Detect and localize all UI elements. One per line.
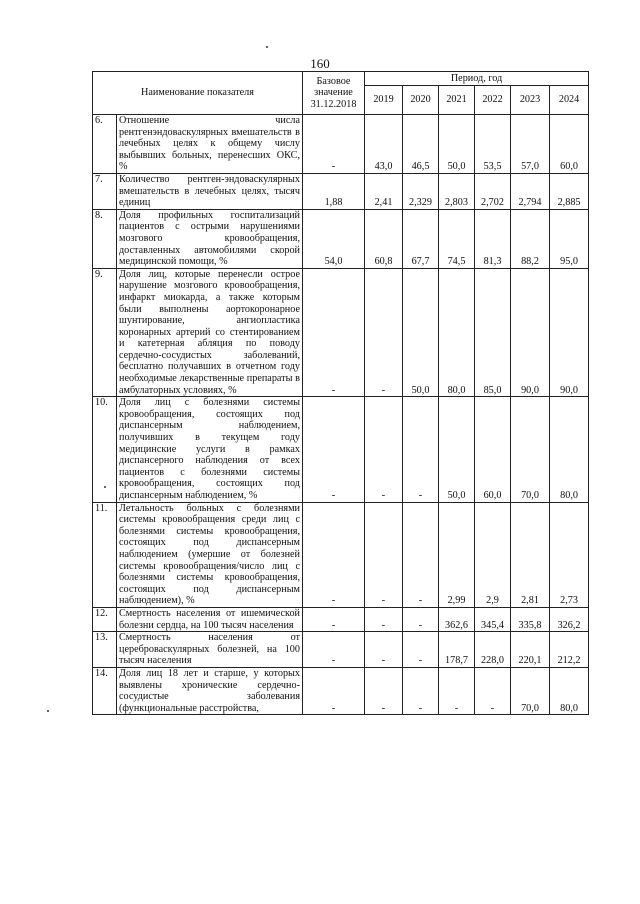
indicator-name: Летальность больных с болезнями системы кровообращения среди лиц с болезнями системы кровообращения, состоящих под диспансерным наблюдением (умершие от болезней системы кровообращения/число лиц с болезнями системы кровообращения, состоящих под диспансерным наблюдением), % <box>117 502 303 607</box>
year-value: 212,2 <box>550 632 589 668</box>
row-number: 9. <box>93 268 117 397</box>
year-value: 50,0 <box>403 268 439 397</box>
year-value: 2,73 <box>550 502 589 607</box>
year-value: - <box>365 607 403 631</box>
year-value: 60,0 <box>550 115 589 174</box>
year-value: 2,803 <box>439 173 475 209</box>
header-period: Период, год <box>365 72 589 86</box>
year-value: 74,5 <box>439 209 475 268</box>
year-value: - <box>365 632 403 668</box>
year-value: - <box>403 607 439 631</box>
table-row <box>93 115 589 174</box>
indicator-name: Количество рентген-эндоваскулярных вмешательств в лечебных целях, тысяч единиц <box>117 173 303 209</box>
scan-speck <box>47 710 49 712</box>
base-value: - <box>303 115 365 174</box>
indicator-name: Смертность населения от ишемической болезни сердца, на 100 тысяч населения <box>117 607 303 631</box>
table-row <box>93 502 589 607</box>
year-value: 80,0 <box>550 667 589 714</box>
table-body <box>93 115 589 715</box>
row-number: 13. <box>93 632 117 668</box>
year-value: 2,41 <box>365 173 403 209</box>
row-number: 8. <box>93 209 117 268</box>
year-value: - <box>365 268 403 397</box>
year-value: 60,8 <box>365 209 403 268</box>
year-value: 2,99 <box>439 502 475 607</box>
year-value: 81,3 <box>475 209 511 268</box>
year-value: - <box>365 397 403 502</box>
year-value: 80,0 <box>439 268 475 397</box>
indicator-name: Доля лиц 18 лет и старше, у которых выявлены хронические сердечно-сосудистые заболевания (функциональные расстройства, <box>117 667 303 714</box>
year-value: - <box>403 667 439 714</box>
year-value: 43,0 <box>365 115 403 174</box>
base-value: - <box>303 502 365 607</box>
year-value: 2,81 <box>511 502 550 607</box>
year-value: 90,0 <box>550 268 589 397</box>
year-value: 53,5 <box>475 115 511 174</box>
row-number: 10. <box>93 397 117 502</box>
year-value: 85,0 <box>475 268 511 397</box>
base-value: 1,88 <box>303 173 365 209</box>
base-value: - <box>303 268 365 397</box>
year-value: 67,7 <box>403 209 439 268</box>
year-value: 90,0 <box>511 268 550 397</box>
year-value: 2,702 <box>475 173 511 209</box>
year-value: 362,6 <box>439 607 475 631</box>
year-value: - <box>403 397 439 502</box>
indicator-name: Доля лиц, которые перенесли острое нарушение мозгового кровообращения, инфаркт миокарда, а также которым были выполнены аортокоронарное шунтирование, ангиопластика коронарных артерий со стентированием и катетерная абляция по поводу сердечно-сосудистых заболеваний, бесплатно получавших в отчетном году необходимые лекарственные препараты в амбулаторных условиях, % <box>117 268 303 397</box>
table-row <box>93 667 589 714</box>
year-value: 345,4 <box>475 607 511 631</box>
base-value: - <box>303 667 365 714</box>
row-number: 14. <box>93 667 117 714</box>
table-row <box>93 607 589 631</box>
row-number: 11. <box>93 502 117 607</box>
indicator-name: Отношение числа рентгенэндоваскулярных вмешательств в лечебных целях к общему числу выбывших больных, перенесших ОКС, % <box>117 115 303 174</box>
year-value: - <box>439 667 475 714</box>
base-value: 54,0 <box>303 209 365 268</box>
year-value: 326,2 <box>550 607 589 631</box>
year-value: - <box>365 667 403 714</box>
year-value: 220,1 <box>511 632 550 668</box>
indicators-table <box>92 71 589 715</box>
year-value: - <box>365 502 403 607</box>
year-value: 80,0 <box>550 397 589 502</box>
header-base-value: Базовое значение 31.12.2018 <box>303 72 365 115</box>
scan-speck <box>266 46 268 48</box>
year-value: 95,0 <box>550 209 589 268</box>
year-value: 2,329 <box>403 173 439 209</box>
row-number: 7. <box>93 173 117 209</box>
header-year: 2024 <box>550 86 589 115</box>
base-value: - <box>303 397 365 502</box>
year-value: - <box>403 632 439 668</box>
year-value: 57,0 <box>511 115 550 174</box>
table-row <box>93 397 589 502</box>
year-value: 70,0 <box>511 397 550 502</box>
indicator-name: Доля лиц с болезнями системы кровообращения, состоящих под диспансерным наблюдением, получивших в текущем году медицинские услуги в рамках диспансерного наблюдения от всех пациентов с болезнями системы кровообращения, состоящих под диспансерным наблюдением, % <box>117 397 303 502</box>
header-year: 2022 <box>475 86 511 115</box>
base-value: - <box>303 607 365 631</box>
header-year: 2020 <box>403 86 439 115</box>
year-value: 50,0 <box>439 115 475 174</box>
header-year: 2023 <box>511 86 550 115</box>
table-row <box>93 268 589 397</box>
table-row <box>93 209 589 268</box>
year-value: 50,0 <box>439 397 475 502</box>
year-value: 70,0 <box>511 667 550 714</box>
indicator-name: Смертность населения от цереброваскулярных болезней, на 100 тысяч населения <box>117 632 303 668</box>
year-value: 88,2 <box>511 209 550 268</box>
row-number: 12. <box>93 607 117 631</box>
year-value: 46,5 <box>403 115 439 174</box>
header-indicator-name: Наименование показателя <box>93 72 303 115</box>
year-value: 60,0 <box>475 397 511 502</box>
year-value: 178,7 <box>439 632 475 668</box>
page-number: 160 <box>310 56 330 71</box>
year-value: 2,794 <box>511 173 550 209</box>
header-year: 2021 <box>439 86 475 115</box>
year-value: - <box>403 502 439 607</box>
table-row <box>93 173 589 209</box>
year-value: 228,0 <box>475 632 511 668</box>
base-value: - <box>303 632 365 668</box>
table-row <box>93 632 589 668</box>
row-number: 6. <box>93 115 117 174</box>
year-value: - <box>475 667 511 714</box>
header-year: 2019 <box>365 86 403 115</box>
indicator-name: Доля профильных госпитализаций пациентов с острыми нарушениями мозгового кровообращения, доставленных автомобилями скорой медицинской помощи, % <box>117 209 303 268</box>
year-value: 335,8 <box>511 607 550 631</box>
year-value: 2,885 <box>550 173 589 209</box>
year-value: 2,9 <box>475 502 511 607</box>
